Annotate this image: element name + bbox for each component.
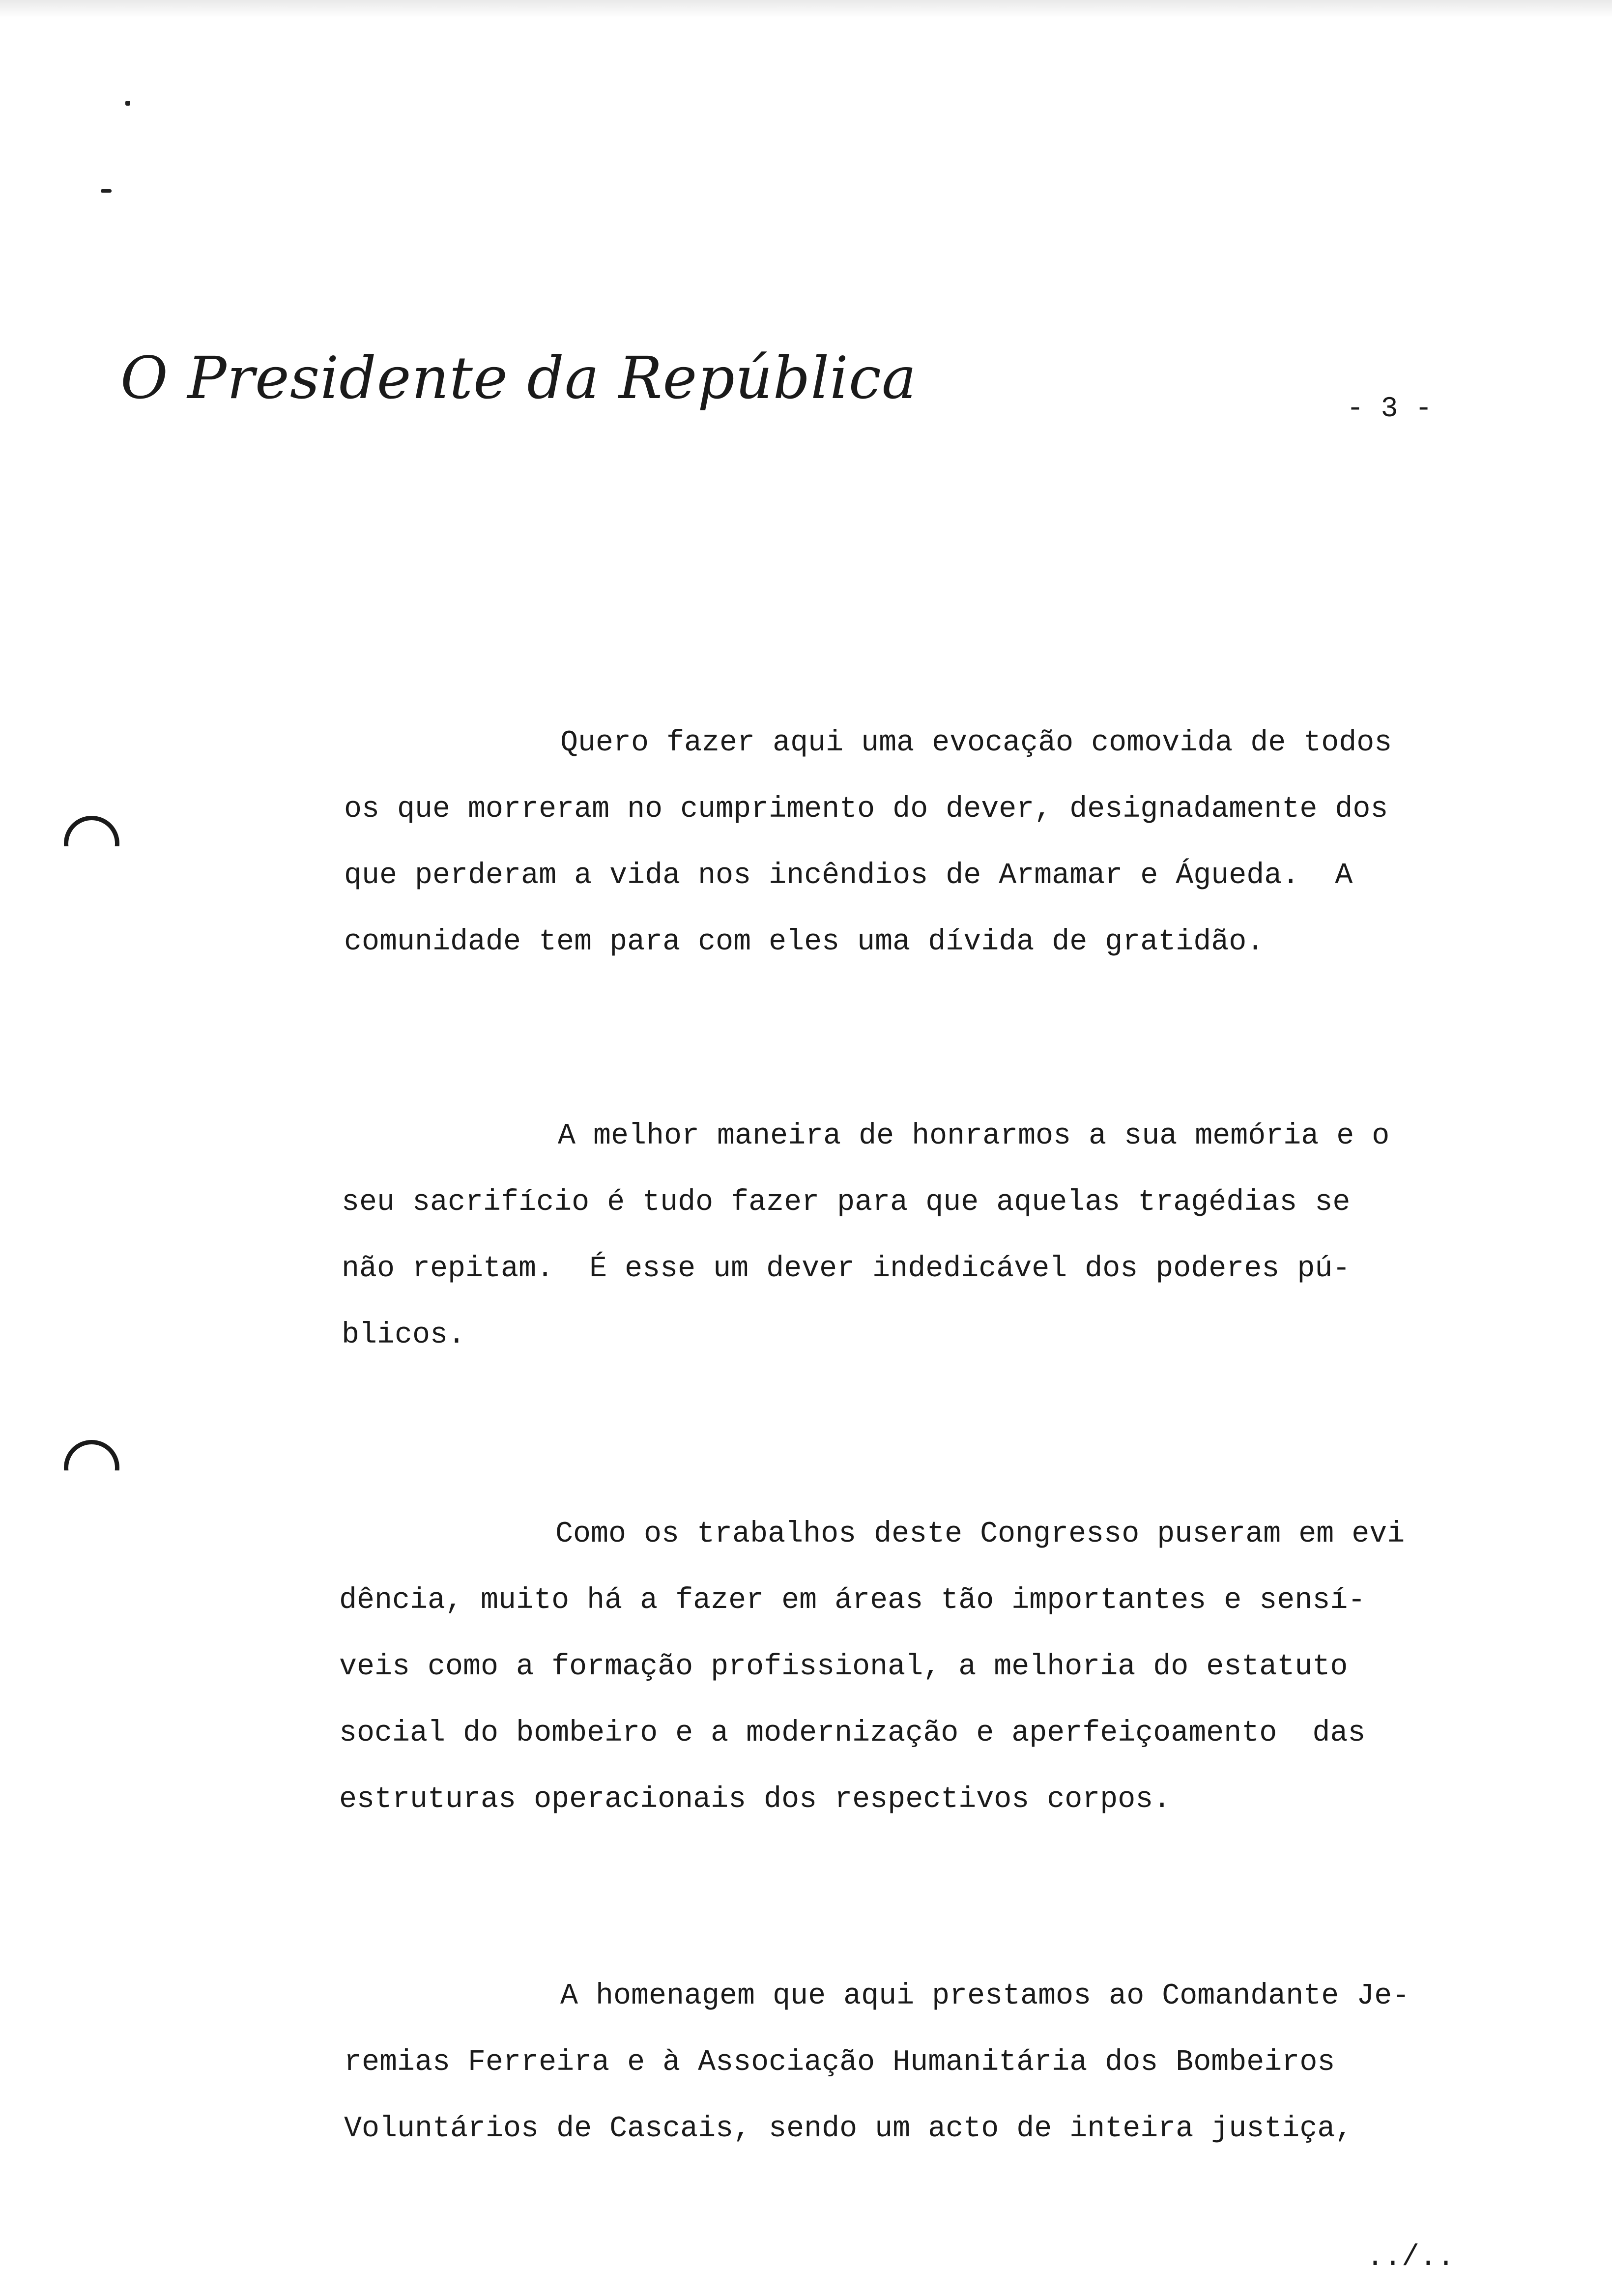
text-line: que perderam a vida nos incêndios de Armamar e Águeda. A xyxy=(344,859,1353,892)
text-line: Como os trabalhos deste Congresso puseram em evi xyxy=(555,1518,1405,1551)
paragraph-memory xyxy=(342,1103,1555,1369)
paragraph-homage xyxy=(344,1963,1558,2162)
text-line: Voluntários de Cascais, sendo um acto de inteira justiça, xyxy=(344,2112,1353,2146)
scan-speck xyxy=(125,101,130,106)
page-number: - 3 - xyxy=(1347,393,1433,425)
punch-hole-icon xyxy=(64,1440,119,1495)
text-line: A melhor maneira de honrarmos a sua memória e o xyxy=(558,1119,1390,1153)
punch-hole-icon xyxy=(64,816,119,871)
text-line: remias Ferreira e à Associação Humanitária dos Bombeiros xyxy=(344,2046,1335,2079)
continuation-mark: ../.. xyxy=(1366,2241,1455,2274)
paragraph-congress xyxy=(339,1501,1553,1833)
letterhead: O Presidente da República xyxy=(120,344,917,412)
text-line: não repitam. É esse um dever indedicável dos poderes pú- xyxy=(342,1252,1351,1286)
text-line: os que morreram no cumprimento do dever, designadamente dos xyxy=(344,793,1388,826)
text-line: seu sacrifício é tudo fazer para que aquelas tragédias se xyxy=(342,1186,1351,1219)
scan-edge xyxy=(0,0,1612,18)
text-line: A homenagem que aqui prestamos ao Comandante Je- xyxy=(560,1980,1410,2013)
text-line: veis como a formação profissional, a melhoria do estatuto xyxy=(339,1650,1348,1684)
paragraph-evocation xyxy=(344,710,1558,976)
text-line: blicos. xyxy=(342,1319,466,1352)
text-line: social do bombeiro e a modernização e aperfeiçoamento das xyxy=(339,1717,1366,1750)
scan-speck xyxy=(101,189,112,193)
text-line: dência, muito há a fazer em áreas tão importantes e sensí- xyxy=(339,1584,1366,1617)
text-line: estruturas operacionais dos respectivos corpos. xyxy=(339,1783,1171,1816)
text-line: Quero fazer aqui uma evocação comovida de todos xyxy=(560,726,1392,760)
text-line: comunidade tem para com eles uma dívida de gratidão. xyxy=(344,925,1265,959)
